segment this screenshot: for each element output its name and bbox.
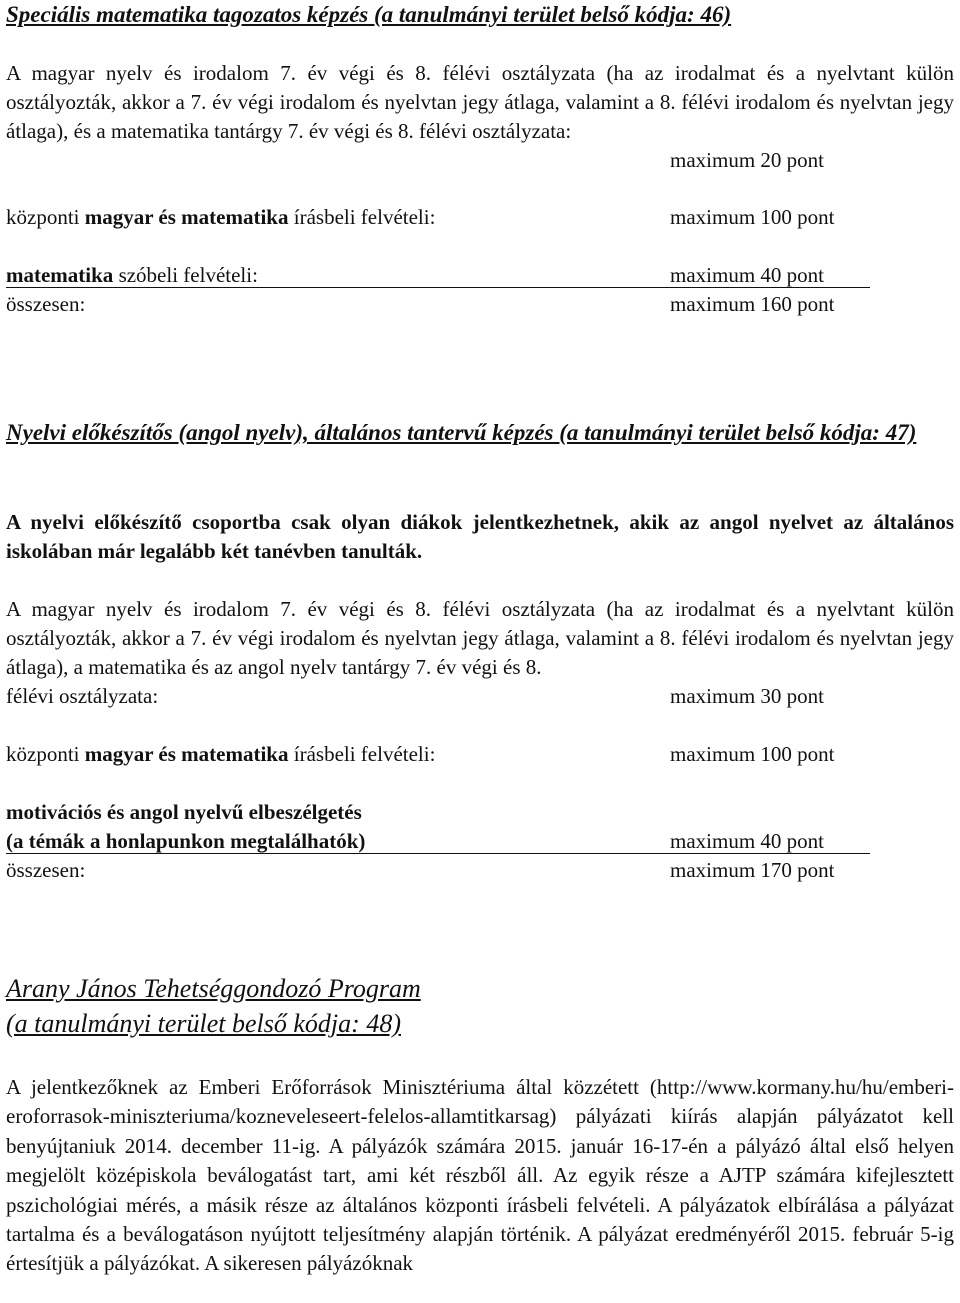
section-46-oral-label: matematika szóbeli felvételi: [6,263,258,287]
section-46-total-points: maximum 160 pont [670,292,835,316]
section-47-heading: Nyelvi előkészítős (angol nyelv), általános tantervű képzés (a tanulmányi terület belső kódja: 47) [6,420,917,445]
section-47-grades-points: maximum 30 pont [670,684,824,708]
section-47-paragraph: A magyar nyelv és irodalom 7. év végi és 8. félévi osztályzata (ha az irodalmat és a nyelvtant külön osztályozták, akkor a 7. év végi irodalom és nyelvtan jegy átlaga, valamint a 8. félévi irodalom és nyelvtan jegy átlaga), a matematika és az angol nyelv tantárgy 7. év végi és 8. [6,597,954,679]
section-47-total-points: maximum 170 pont [670,858,835,882]
section-47-sum-rule [6,853,870,854]
section-46-central-row [6,203,870,232]
section-47-central-row [6,740,870,769]
section-47-central-label: központi magyar és matematika írásbeli felvételi: [6,742,436,766]
section-46-grades-points: maximum 20 pont [670,148,824,172]
section-46-central-label: központi magyar és matematika írásbeli felvételi: [6,205,436,229]
section-47-interview-row-1 [6,798,870,827]
section-46-sum-rule [6,287,870,288]
section-47-grades-row [6,682,870,711]
section-47-total-row [6,856,870,885]
section-47-interview-label-1: motivációs és angol nyelvű elbeszélgetés [6,800,362,824]
section-47-total-label: összesen: [6,858,86,882]
section-47-central-points: maximum 100 pont [670,742,835,766]
section-48-heading-line-2: (a tanulmányi terület belső kódja: 48) [6,1009,401,1038]
section-47-interview-row-2 [6,827,870,856]
section-47-notice: A nyelvi előkészítő csoportba csak olyan diákok jelentkezhetnek, akik az angol nyelvet az általános iskolában már legalább két tanévben tanulták. [6,510,954,563]
section-48-heading-line-1: Arany János Tehetséggondozó Program [6,974,421,1003]
section-47-grades-label: félévi osztályzata: [6,684,159,708]
section-47-interview-label-2: (a témák a honlapunkon megtalálhatók) [6,829,366,853]
section-46-oral-points: maximum 40 pont [670,263,824,287]
section-47-interview-points: maximum 40 pont [670,829,824,853]
section-46-paragraph: A magyar nyelv és irodalom 7. év végi és 8. félévi osztályzata (ha az irodalmat és a nyelvtant külön osztályozták, akkor a 7. év végi irodalom és nyelvtan jegy átlaga, valamint a 8. félévi irodalom és nyelvtan jegy átlaga), és a matematika tantárgy 7. év végi és 8. félévi osztályzata: [6,61,954,143]
section-46-central-points: maximum 100 pont [670,205,835,229]
section-46-total-label: összesen: [6,292,86,316]
section-46-oral-row [6,261,870,290]
section-46-heading: Speciális matematika tagozatos képzés (a tanulmányi terület belső kódja: 46) [6,2,732,27]
section-48-paragraph: A jelentkezőknek az Emberi Erőforrások Minisztériuma által közzétett (http://www.kormany.hu/hu/emberi-eroforrasok-miniszteriuma/kozneveleseert-felelos-allamtitkarsag) pályázati kiírás alapján pályázatot kell benyújtaniuk 2014. december 11-ig. A pályázók számára 2015. január 16-17-én a pályázó által első helyen megjelölt középiskola beválogatást tart, ami két részből áll. Az egyik része a AJTP számára kifejlesztett pszichológiai mérés, a másik része az általános központi írásbeli felvételi. A pályázatok elbírálása a pályázat tartalma és a beválogatáson nyújtott teljesítmény alapján történik. A pályázat eredményéről 2015. február 5-ig értesítjük a pályázókat. A sikeresen pályázóknak [6,1075,954,1276]
section-46-total-row [6,290,870,319]
section-46-grades-row [6,146,870,175]
